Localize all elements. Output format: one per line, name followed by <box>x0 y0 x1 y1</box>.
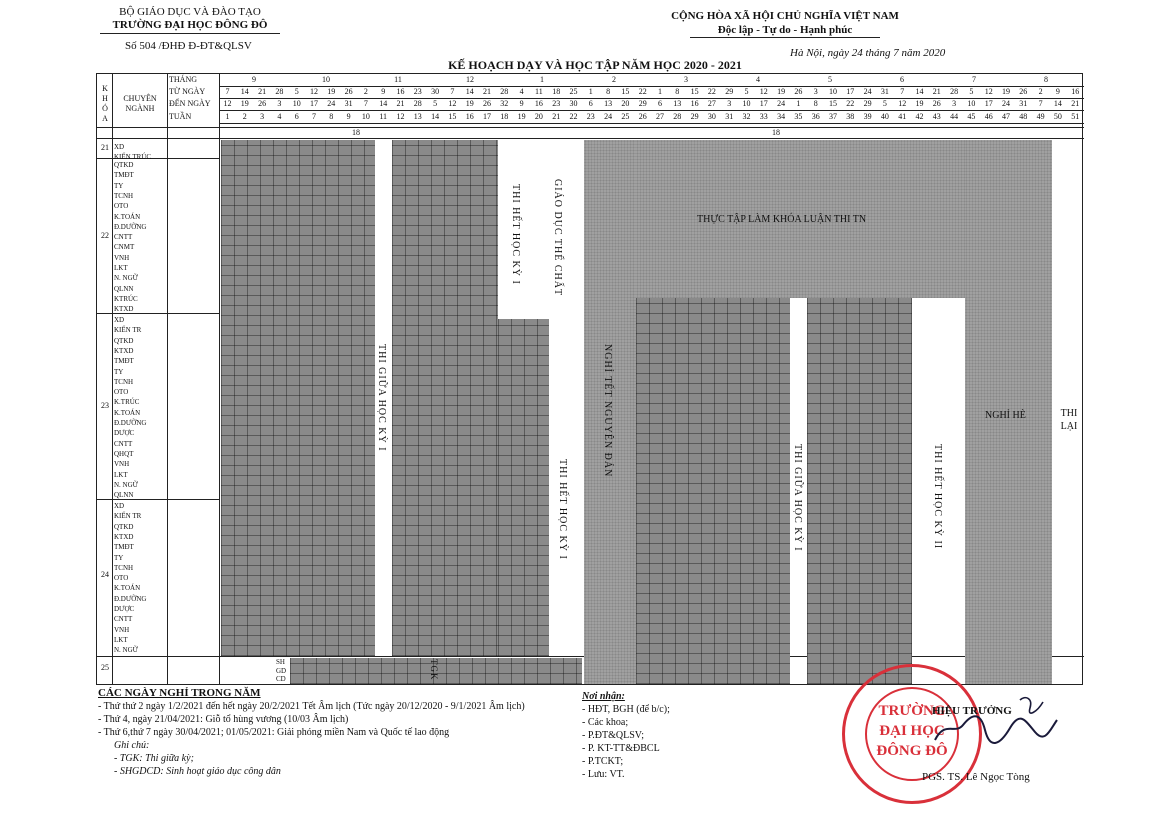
program-row: DƯỢC <box>114 605 135 613</box>
header-cell: 34 <box>777 112 786 121</box>
header-cell: 22 <box>707 87 716 96</box>
holidays-list <box>98 700 568 778</box>
header-cell: 27 <box>707 99 716 108</box>
handwritten-signature <box>925 690 1065 760</box>
header-cell: 28 <box>275 87 284 96</box>
header-cell: 26 <box>344 87 353 96</box>
header-cell: 49 <box>1036 112 1045 121</box>
program-row: KIẾN TR <box>114 512 142 521</box>
notes-label: Ghi chú: <box>114 740 150 751</box>
month-cell: 3 <box>684 75 688 84</box>
header-cell: 39 <box>863 112 872 121</box>
program-row: Đ.DƯỠNG <box>114 419 147 427</box>
program-row: TMĐT <box>114 171 134 180</box>
header-cell: 12 <box>448 99 457 108</box>
sem1-study-block-3 <box>498 319 549 656</box>
header-cell: 22 <box>638 87 647 96</box>
final-2-label: THI HẾT HỌC KỲ II <box>932 444 943 550</box>
header-cell: 7 <box>1038 99 1043 108</box>
recipient-item: - HĐT, BGH (để b/c); <box>582 704 670 715</box>
khoa-23-label: 23 <box>101 401 109 410</box>
header-cell: 17 <box>846 87 855 96</box>
header-cell: 11 <box>379 112 388 121</box>
header-cell: 17 <box>759 99 768 108</box>
header-cell: 7 <box>450 87 455 96</box>
header-cell: 14 <box>915 87 924 96</box>
header-cell: 40 <box>880 112 889 121</box>
header-cell: 35 <box>794 112 803 121</box>
header-cell: 30 <box>569 99 578 108</box>
header-cell: 26 <box>483 99 491 108</box>
header-cell: 3 <box>952 99 957 108</box>
header-cell: 24 <box>863 87 872 96</box>
month-cell: 2 <box>612 75 616 84</box>
header-cell: 47 <box>1002 112 1010 121</box>
program-row: LKT <box>114 635 128 644</box>
program-row: KTXD <box>114 532 134 541</box>
header-cell: 44 <box>950 112 959 121</box>
header-cell: 9 <box>346 112 351 121</box>
header-cell: 2 <box>242 112 247 121</box>
header-cell: 12 <box>223 99 232 108</box>
header-cell: 24 <box>604 112 613 121</box>
header-cell: 1 <box>588 87 593 96</box>
header-cell: 22 <box>846 99 855 108</box>
header-cell: 3 <box>813 87 818 96</box>
header-cell: 5 <box>294 87 299 96</box>
header-cell: 28 <box>500 87 509 96</box>
holiday-item: - Thứ 6,thứ 7 ngày 30/04/2021; 01/05/2021: Giải phóng miền Nam và Quốc tế lao động <box>98 727 450 738</box>
header-cell: 10 <box>967 99 976 108</box>
summer-label: NGHỈ HÈ <box>985 410 1026 421</box>
header-cell: 31 <box>1019 99 1028 108</box>
header-cell: 19 <box>517 112 526 121</box>
header-cell: 50 <box>1053 112 1062 121</box>
khoa-24-label: 24 <box>101 570 109 579</box>
program-row: QHQT <box>114 449 134 458</box>
header-cell: 17 <box>984 99 993 108</box>
header-cell: 4 <box>519 87 524 96</box>
header-cell: 6 <box>588 99 593 108</box>
header-cell: 2 <box>363 87 368 96</box>
row25-label: SH <box>276 658 285 666</box>
header-row-label: TUẦN <box>169 112 192 121</box>
recipient-item: - P. KT-TT&ĐBCL <box>582 743 660 754</box>
program-row: TMĐT <box>114 543 134 552</box>
header-cell: 36 <box>811 112 820 121</box>
header-cell: 9 <box>519 99 524 108</box>
month-cell: 11 <box>394 75 402 84</box>
program-row: DƯỢC <box>114 429 135 438</box>
header-cell: 14 <box>431 112 440 121</box>
header-cell: 20 <box>621 99 630 108</box>
signature-role: HIỆU TRƯỞNG <box>932 705 1012 717</box>
header-cell: 51 <box>1071 112 1080 121</box>
header-cell: 14 <box>465 87 474 96</box>
header-cell: 43 <box>932 112 941 121</box>
header-cell: 31 <box>725 112 734 121</box>
program-row: CNTT <box>114 615 133 624</box>
month-cell: 10 <box>322 75 330 84</box>
header-cell: 9 <box>1055 87 1060 96</box>
header-cell: 9 <box>381 87 386 96</box>
header-cell: 14 <box>379 99 388 108</box>
program-row: XD <box>114 316 125 324</box>
header-cell: 17 <box>483 112 491 121</box>
program-row: CNTT <box>114 233 133 242</box>
header-cell: 6 <box>294 112 299 121</box>
header-cell: 14 <box>1053 99 1062 108</box>
header-cell: 1 <box>225 112 230 121</box>
header-cell: 7 <box>312 112 316 121</box>
program-row: TY <box>114 553 124 562</box>
header-cell: 15 <box>621 87 630 96</box>
program-row: LKT <box>114 264 128 272</box>
header-cell: 10 <box>361 112 370 121</box>
program-row: VNH <box>114 625 130 634</box>
program-row: LKT <box>114 470 128 479</box>
header-cell: 16 <box>396 87 405 96</box>
semester-2-weeks: 18 <box>772 128 780 137</box>
header-row-label: THÁNG <box>169 75 197 84</box>
header-cell: 3 <box>727 99 732 108</box>
header-cell: 13 <box>413 112 422 121</box>
header-cell: 20 <box>534 112 543 121</box>
header-cell: 10 <box>829 87 837 96</box>
tgk-label: TGK <box>429 659 439 681</box>
khoa-21-label: 21 <box>101 143 109 152</box>
header-cell: 21 <box>1071 99 1080 108</box>
thesis-label: THỰC TẬP LÀM KHÓA LUẬN THI TN <box>697 214 867 225</box>
header-cell: 19 <box>915 99 924 108</box>
header-cell: 8 <box>329 112 334 121</box>
header-cell: 7 <box>363 99 368 108</box>
program-row: OTO <box>114 574 129 583</box>
program-row: KTXD <box>114 346 134 355</box>
ministry-name: BỘ GIÁO DỤC VÀ ĐÀO TẠO <box>119 6 261 18</box>
header-cell: 33 <box>759 112 768 121</box>
program-row: TCNH <box>114 377 134 386</box>
header-cell: 16 <box>690 99 699 108</box>
document-number: Số 504 /ĐHĐ Đ-ĐT&QLSV <box>125 40 252 52</box>
header-cell: 1 <box>658 87 662 96</box>
program-row: QLNN <box>114 491 134 500</box>
header-cell: 13 <box>604 99 613 108</box>
schedule-table <box>96 73 1083 685</box>
program-row: K.TOÁN <box>114 212 141 221</box>
header-cell: 27 <box>656 112 664 121</box>
program-row: K.TRÚC <box>114 398 140 407</box>
header-cell: 28 <box>413 99 422 108</box>
header-row-label: TỪ NGÀY <box>169 87 206 96</box>
program-row: TMĐT <box>114 357 134 366</box>
header-cell: 37 <box>829 112 837 121</box>
header-cell: 21 <box>483 87 491 96</box>
program-row: N. NGỮ <box>114 274 139 283</box>
header-cell: 42 <box>915 112 924 121</box>
sem2-study-block-2 <box>807 298 912 684</box>
header-cell: 45 <box>967 112 976 121</box>
header-cell: 8 <box>813 99 818 108</box>
holidays-heading: CÁC NGÀY NGHỈ TRONG NĂM <box>98 687 261 699</box>
program-row: N. NGỮ <box>114 480 139 489</box>
header-cell: 19 <box>465 99 474 108</box>
recipient-item: - Các khoa; <box>582 717 629 728</box>
header-cell: 6 <box>658 99 662 108</box>
header-cell: 11 <box>535 87 543 96</box>
month-cell: 5 <box>828 75 832 84</box>
header-cell: 26 <box>932 99 941 108</box>
month-cell: 9 <box>252 75 256 84</box>
header-cell: 46 <box>984 112 993 121</box>
header-cell: 29 <box>863 99 872 108</box>
header-cell: 25 <box>569 87 578 96</box>
recipient-item: - Lưu: VT. <box>582 769 625 780</box>
program-row: TY <box>114 181 124 190</box>
program-row: N. NGỮ <box>114 646 139 655</box>
recipients <box>582 690 722 781</box>
header-cell: 18 <box>500 112 509 121</box>
national-motto: Độc lập - Tự do - Hạnh phúc <box>690 24 880 38</box>
semester-1-weeks: 18 <box>352 128 360 137</box>
header-cell: 21 <box>396 99 405 108</box>
header-cell: 29 <box>690 112 699 121</box>
program-row: KTRÚC <box>114 294 138 303</box>
recipients-heading: Nơi nhận: <box>582 691 625 702</box>
recipient-item: - P.TCKT; <box>582 756 624 767</box>
header-cell: 32 <box>742 112 751 121</box>
header-cell: 3 <box>277 99 282 108</box>
khoa-header: K H Ó A <box>102 84 108 123</box>
program-row: TCNH <box>114 191 134 200</box>
header-cell: 38 <box>846 112 855 121</box>
header-cell: 26 <box>1019 87 1028 96</box>
header-cell: 5 <box>882 99 887 108</box>
program-row: TCNH <box>114 563 134 572</box>
program-row: KIẾN TR <box>114 326 142 335</box>
header-cell: 4 <box>277 112 282 121</box>
program-row: Đ.DƯỠNG <box>114 594 147 603</box>
retake-exam-label: THI LẠI <box>1060 408 1078 432</box>
header-cell: 21 <box>258 87 267 96</box>
header-cell: 7 <box>900 87 905 96</box>
month-cell: 4 <box>756 75 760 84</box>
republic-heading: CỘNG HÒA XÃ HỘI CHỦ NGHĨA VIỆT NAM <box>671 10 899 22</box>
month-cell: 12 <box>466 75 474 84</box>
header-cell: 2 <box>1038 87 1043 96</box>
sem2-study-block <box>636 298 790 684</box>
header-cell: 41 <box>898 112 907 121</box>
program-row: K.TOÁN <box>114 584 141 593</box>
header-cell: 10 <box>292 99 301 108</box>
row25-label: CD <box>276 675 286 683</box>
header-cell: 23 <box>586 112 595 121</box>
header-cell: 19 <box>1002 87 1010 96</box>
program-row: Đ.DƯỠNG <box>114 222 147 231</box>
program-row: QTKD <box>114 161 134 169</box>
header-cell: 19 <box>327 87 336 96</box>
program-row: K.TOÁN <box>114 408 141 417</box>
program-row: OTO <box>114 388 129 397</box>
program-row: KTXD <box>114 305 134 314</box>
header-cell: 30 <box>431 87 440 96</box>
header-cell: 16 <box>1071 87 1080 96</box>
header-cell: 7 <box>225 87 230 96</box>
program-row: TY <box>114 367 124 376</box>
header-cell: 21 <box>552 112 561 121</box>
khoa-25-label: 25 <box>101 663 109 672</box>
header-cell: 5 <box>744 87 749 96</box>
month-cell: 7 <box>972 75 976 84</box>
header-cell: 3 <box>260 112 265 121</box>
header-cell: 5 <box>969 87 974 96</box>
header-cell: 31 <box>344 99 353 108</box>
chuyen-nganh-header: CHUYÊN NGÀNH <box>123 94 157 113</box>
header-cell: 29 <box>725 87 734 96</box>
header-cell: 15 <box>448 112 457 121</box>
month-cell: 1 <box>540 75 544 84</box>
header-cell: 15 <box>690 87 699 96</box>
header-cell: 25 <box>621 112 630 121</box>
holiday-item: - Thứ 4, ngày 21/04/2021: Giỗ tổ hùng vương (10/03 Âm lịch) <box>98 714 349 725</box>
header-cell: 14 <box>240 87 249 96</box>
header-cell: 23 <box>552 99 561 108</box>
recipient-item: - P.ĐT&QLSV; <box>582 730 645 741</box>
header-cell: 17 <box>310 99 318 108</box>
program-row: CNMT <box>114 243 135 252</box>
header-cell: 18 <box>552 87 561 96</box>
header-cell: 8 <box>606 87 611 96</box>
header-cell: 31 <box>880 87 889 96</box>
header-cell: 28 <box>673 112 682 121</box>
tet-label: NGHỈ TẾT NGUYÊN ĐÁN <box>602 344 613 478</box>
header-cell: 24 <box>777 99 786 108</box>
header-cell: 28 <box>950 87 959 96</box>
month-cell: 8 <box>1044 75 1048 84</box>
header-cell: 26 <box>638 112 647 121</box>
header-cell: 29 <box>638 99 647 108</box>
header-cell: 26 <box>794 87 803 96</box>
month-cell: 6 <box>900 75 904 84</box>
program-row: QTKD <box>114 336 134 345</box>
date-line: Hà Nội, ngày 24 tháng 7 năm 2020 <box>790 47 946 59</box>
header-cell: 15 <box>829 99 837 108</box>
header-cell: 19 <box>777 87 786 96</box>
program-row: OTO <box>114 202 129 211</box>
header-cell: 26 <box>258 99 267 108</box>
header-cell: 16 <box>534 99 543 108</box>
header-cell: 24 <box>1002 99 1010 108</box>
midterm-2-label: THI GIỮA HỌC KỲ I <box>792 444 803 552</box>
khoa-22-label: 22 <box>101 231 109 240</box>
header-cell: 23 <box>413 87 422 96</box>
program-row: QLNN <box>114 284 134 293</box>
header-cell: 10 <box>742 99 751 108</box>
header-cell: 24 <box>327 99 336 108</box>
header-cell: 1 <box>796 99 801 108</box>
program-row: XD <box>114 502 125 510</box>
header-cell: 12 <box>898 99 907 108</box>
header-cell: 19 <box>240 99 249 108</box>
header-cell: 32 <box>500 99 509 108</box>
program-row: QTKD <box>114 522 134 531</box>
final-1-label-a: THI HẾT HỌC KỲ I <box>510 184 521 285</box>
signatory-name: PGS. TS. Lê Ngọc Tòng <box>922 771 1030 783</box>
header-cell: 12 <box>310 87 318 96</box>
page-title: KẾ HOẠCH DẠY VÀ HỌC TẬP NĂM HỌC 2020 - 2021 <box>448 58 742 72</box>
legend-item: - SHGDCD: Sinh hoạt giáo dục công dân <box>114 766 281 777</box>
header-cell: 16 <box>465 112 474 121</box>
final-1-label-b: THI HẾT HỌC KỲ I <box>557 459 568 560</box>
header-cell: 8 <box>675 87 680 96</box>
header-cell: 12 <box>984 87 993 96</box>
university-name: TRƯỜNG ĐẠI HỌC ĐÔNG ĐÔ <box>100 19 280 34</box>
header-row-label: ĐẾN NGÀY <box>169 99 211 108</box>
sem1-study-block <box>221 140 375 656</box>
holiday-item: - Thứ thứ 2 ngày 1/2/2021 đến hết ngày 20/2/2021 Tết Âm lịch (Tức ngày 20/12/2020 - 9/1/2021 Âm lịch) <box>98 701 525 712</box>
row25-label: GD <box>276 666 287 675</box>
header-cell: 22 <box>569 112 578 121</box>
program-row: KIẾN TRÚC <box>114 153 152 162</box>
header-cell: 21 <box>932 87 941 96</box>
header-cell: 30 <box>707 112 716 121</box>
midterm-1-label: THI GIỮA HỌC KỲ I <box>376 344 387 452</box>
program-row: CNTT <box>114 439 133 448</box>
header-cell: 13 <box>673 99 682 108</box>
official-stamp: TRƯỜNG ĐẠI HỌC ĐÔNG ĐÔ <box>842 664 982 804</box>
pe-label: GIÁO DỤC THỂ CHẤT <box>552 179 563 297</box>
legend-item: - TGK: Thi giữa kỳ; <box>114 753 194 764</box>
program-row: VNH <box>114 253 130 262</box>
header-cell: 48 <box>1019 112 1028 121</box>
program-row: VNH <box>114 460 130 469</box>
program-row: XD <box>114 143 125 151</box>
header-cell: 12 <box>396 112 405 121</box>
sem1-study-block-2 <box>392 140 498 656</box>
header-cell: 12 <box>759 87 768 96</box>
header-cell: 5 <box>433 99 438 108</box>
